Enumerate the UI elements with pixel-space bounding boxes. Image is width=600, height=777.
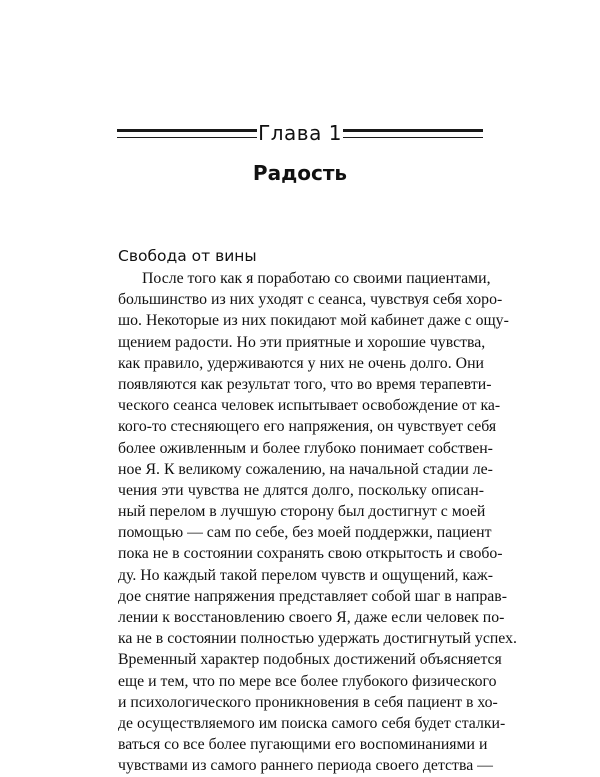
text-line: кого-то стесняющего его напряжения, он чувствует себя xyxy=(118,418,497,436)
decorative-rule-right xyxy=(343,129,483,138)
text-line: еще и тем, что по мере все более глубокого физического xyxy=(118,672,497,690)
text-line: дое снятие напряжения представляет собой шаг в направ- xyxy=(118,587,508,605)
body-text xyxy=(118,268,517,777)
text-line: ческого сеанса человек испытывает освобождение от ка- xyxy=(118,397,501,415)
text-line: Временный характер подобных достижений объясняется xyxy=(118,651,502,669)
text-line: помощью — сам по себе, без моей поддержки, пациент xyxy=(118,524,492,542)
text-line: чувствами из самого раннего периода своего детства — xyxy=(118,757,493,775)
text-line: как правило, удерживаются у них не очень долго. Они xyxy=(118,354,484,372)
chapter-label: Глава 1 xyxy=(258,121,342,145)
text-line: появляются как результат того, что во время терапевти- xyxy=(118,375,492,393)
text-line: лении к восстановлению своего Я, даже если человек по- xyxy=(118,609,505,626)
text-line: и психологического проникновения в себя пациент в хо- xyxy=(118,693,498,711)
text-line: пока не в состоянии сохранять свою открытость и свобо- xyxy=(118,545,503,563)
decorative-rule-left xyxy=(117,129,257,138)
text-line: большинство из них уходят с сеанса, чувствуя себя хоро- xyxy=(118,291,503,309)
chapter-title: Радость xyxy=(252,161,348,185)
chapter-header xyxy=(117,120,483,150)
section-heading: Свобода от вины xyxy=(118,247,257,265)
text-line: шо. Некоторые из них покидают мой кабинет даже с ощу- xyxy=(118,312,509,330)
text-line: ду. Но каждый такой перелом чувств и ощущений, каж- xyxy=(118,566,493,584)
text-line: ка не в состоянии полностью удержать достигнутый успех. xyxy=(118,630,517,648)
text-line: де осуществляемого им поиска самого себя будет сталки- xyxy=(118,714,506,732)
text-line: После того как я поработаю со своими пациентами, xyxy=(142,270,491,287)
text-line: ваться со все более пугающими его воспоминаниями и xyxy=(118,736,488,754)
text-line: ный перелом в лучшую сторону был достигнут с моей xyxy=(118,503,486,521)
text-line: ное Я. К великому сожалению, на начальной стадии ле- xyxy=(118,460,493,478)
text-line: чения эти чувства не длятся долго, поскольку описан- xyxy=(118,481,484,499)
text-line: щением радости. Но эти приятные и хорошие чувства, xyxy=(118,333,486,351)
text-line: более оживленным и более глубоко понимает собствен- xyxy=(118,439,493,457)
